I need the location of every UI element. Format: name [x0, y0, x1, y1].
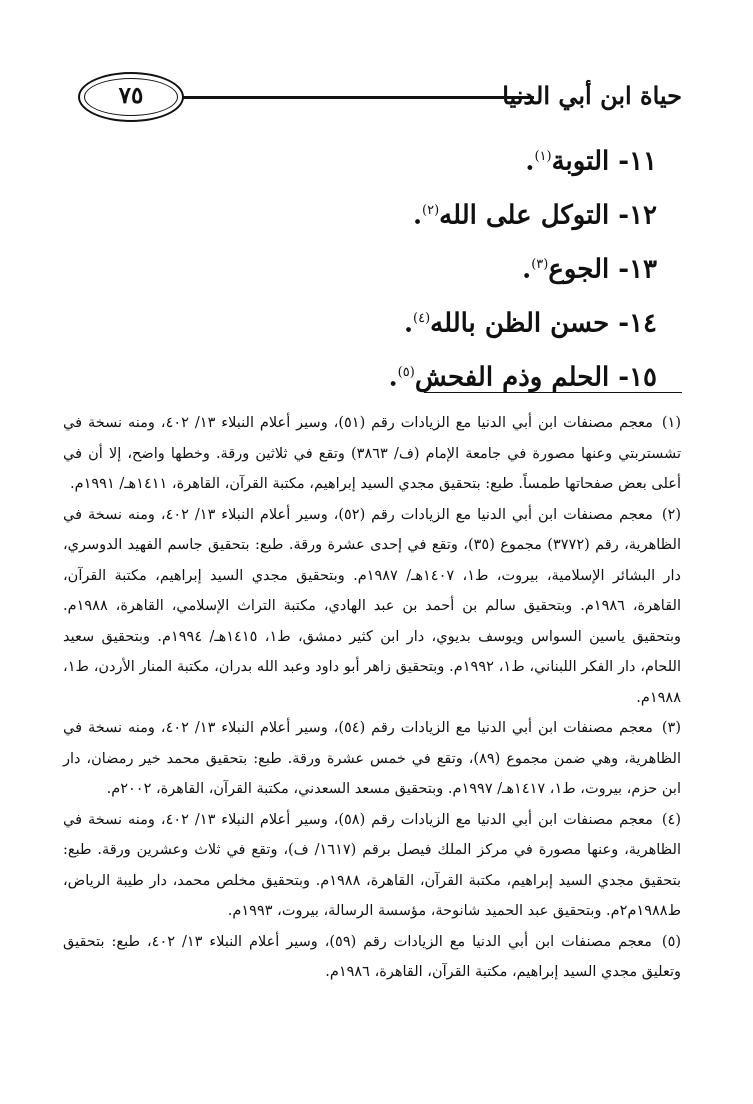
work-item: ١٤- حسن الظن بالله$^{(٤)}$.: [403, 308, 657, 339]
work-title: ١٣- الجوع: [548, 254, 657, 285]
works-list: [137, 130, 657, 400]
footnote-ref: (٥): [397, 365, 415, 380]
footnote-ref: (١): [534, 149, 552, 164]
page-header: [78, 68, 682, 130]
work-title: ١٤- حسن الظن بالله: [430, 308, 657, 339]
work-item: ١٥- الحلم وذم الفحش$^{(٥)}$.: [388, 362, 657, 393]
footnote: [63, 713, 681, 805]
footnote: [63, 500, 681, 714]
footnote: [63, 927, 681, 988]
footnote-marker: (٤): [661, 811, 682, 828]
footnote-ref: (٣): [531, 257, 549, 272]
running-title: حياة ابن أبي الدنيا: [502, 81, 682, 110]
footnote-text: معجم مصنفات ابن أبي الدنيا مع الزيادات رقم (٥٨)، وسير أعلام النبلاء ١٣/ ٤٠٢، ومنه نسخة في الظاهرية، وعنها مصورة في مركز الملك فيصل برقم (١٦١٧/ ف)، وتقع في ثلاث وعشرين ورقة. طبع: بتحقيق مجدي السيد إبراهيم، مكتبة القرآن، القاهرة، ١٩٨٨م. وبتحقيق مخلص محمد، دار طيبة الرياض، ط١٩٨٨م٢م. وبتحقيق عبد الحميد شانوحة، مؤسسة الرسالة، بيروت، ١٩٩٣م.: [63, 811, 681, 919]
work-item: ١٣- الجوع$^{(٣)}$.: [522, 254, 657, 285]
footnote-text: معجم مصنفات ابن أبي الدنيا مع الزيادات رقم (٥١)، وسير أعلام النبلاء ١٣/ ٤٠٢، ومنه نسخة في تشستربتي وعنها مصورة في جامعة الإمام (ف/ ٣٨٦٣) وتقع في ثلاثين ورقة. وخطها واضح، إلا أن في أعلى بعض صفحاتها طمساً. طبع: بتحقيق مجدي السيد إبراهيم، مكتبة القرآن، القاهرة، ١٤١١هـ/ ١٩٩١م.: [63, 415, 681, 492]
work-title: ١١- التوبة: [551, 146, 657, 177]
footnote-marker: (٥): [661, 933, 682, 950]
work-item: ١٢- التوكل على الله$^{(٢)}$.: [412, 200, 657, 231]
footnote: [63, 408, 681, 500]
work-title: ١٥- الحلم وذم الفحش: [414, 362, 657, 393]
footnote-marker: (٣): [661, 720, 682, 736]
work-title: ١٢- التوكل على الله: [439, 200, 657, 231]
footnote-marker: (١): [661, 415, 682, 431]
footnote-ref: (٤): [413, 311, 431, 326]
footnote-ref: (٢): [422, 203, 440, 218]
footnote-text: معجم مصنفات ابن أبي الدنيا مع الزيادات رقم (٥٤)، وسير أعلام النبلاء ١٣/ ٤٠٢، ومنه نسخة في الظاهرية، وهي ضمن مجموع (٨٩)، وتقع في خمس عشرة ورقة. طبع: بتحقيق محمد خير رمضان، دار ابن حزم، بيروت، ط١، ١٤١٧هـ/ ١٩٩٧م. وبتحقيق مسعد السعدني، مكتبة القرآن، القاهرة، ٢٠٠٢م.: [63, 720, 681, 797]
footnote-separator: [424, 392, 682, 393]
footnote-marker: (٢): [661, 506, 682, 523]
footnote: [63, 805, 681, 927]
footnotes: [63, 408, 681, 988]
work-item: ١١- التوبة$^{(١)}$.: [525, 146, 657, 177]
footnote-text: معجم مصنفات ابن أبي الدنيا مع الزيادات رقم (٥٢)، وسير أعلام النبلاء ١٣/ ٤٠٢، ومنه نسخة في الظاهرية، رقم (٣٧٧٢) مجموع (٣٥)، وتقع في إحدى عشرة ورقة. طبع: بتحقيق جاسم الفهيد الدوسري، دار البشائر الإسلامية، بيروت، ط١، ١٤٠٧هـ/ ١٩٨٧م. وبتحقيق مجدي السيد إبراهيم، مكتبة القرآن، القاهرة، ١٩٨٦م. وبتحقيق سالم بن أحمد بن عبد الهادي، مكتبة التراث الإسلامي، القاهرة، ١٩٨٨م. وبتحقيق ياسين السواس ويوسف بديوي، دار ابن كثير دمشق، ط١، ١٤١٥هـ/ ١٩٩٤م. وبتحقيق سعيد اللحام، دار الفكر اللبناني، ط١، ١٩٩٢م. وبتحقيق زاهر أبو داود وعبد الله بدران، مكتبة المنار الأردن، ط١، ١٩٨٨م.: [63, 506, 682, 706]
header-rule: [182, 96, 534, 99]
footnote-text: معجم مصنفات ابن أبي الدنيا مع الزيادات رقم (٥٩)، وسير أعلام النبلاء ١٣/ ٤٠٢، طبع: بتحقيق وتعليق مجدي السيد إبراهيم، مكتبة القرآن، القاهرة، ١٩٨٦م.: [63, 933, 681, 980]
page-number: ٧٥: [118, 82, 144, 109]
